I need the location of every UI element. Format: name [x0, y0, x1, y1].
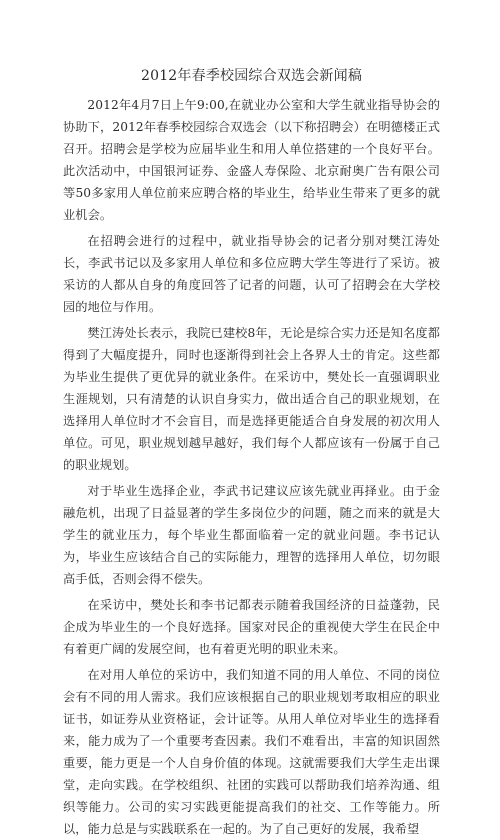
paragraph-6: 在对用人单位的采访中，我们知道不同的用人单位、不同的岗位会有不同的用人需求。我们应该根据自己的职业规划考取相应的职业证书，如证券从业资格证，会计证等。从用人单位对毕业生的选择看来，能力成为了一个重要考查因素。我们不难看出，丰富的知识固然重要，能力更是一个人自身价值的体现。这就需要我们大学生走出课堂，走向实践。在学校组织、社团的实践可以帮助我们培养沟通、组织等能力。公司的实习实践更能提高我们的社交、工作等能力。所以，能力总是与实践联系在一起的。为了自己更好的发展，我希望 — [63, 668, 440, 836]
document-title: 2012年春季校园综合双选会新闻稿 — [140, 68, 363, 84]
paragraph-1: 2012年4月7日上午9:00,在就业办公室和大学生就业指导协会的协助下，2012年春季校园综合双选会（以下称招聘会）在明德楼正式召开。招聘会是学校为应届毕业生和用人单位搭建的一个良好平台。此次活动中，中国银河证券、金盛人寿保险、北京耐奥广告有限公司等50多家用人单位前来应聘合格的毕业生，给毕业生带来了更多的就业机会。 — [63, 98, 440, 222]
paragraph-3: 樊江涛处长表示，我院已建校8年，无论是综合实力还是知名度都得到了大幅度提升，同时也逐渐得到社会上各界人士的肯定。这些都为毕业生提供了更优异的就业条件。在采访中，樊处长一直强调职业生涯规划，只有清楚的认识自身实力，做出适合自己的职业规划，在选择用人单位时才不会盲目，而是选择更能适合自身发展的初次用人单位。可见，职业规划越早越好，我们每个人都应该有一份属于自己的职业规划。 — [63, 326, 440, 472]
paragraph-5: 在采访中，樊处长和李书记都表示随着我国经济的日益蓬勃，民企成为毕业生的一个良好选择。国家对民企的重视使大学生在民企中有着更广阔的发展空间，也有着更光明的职业未来。 — [63, 598, 440, 656]
paragraph-4: 对于毕业生选择企业，李武书记建议应该先就业再择业。由于金融危机，出现了日益显著的学生多岗位少的问题，随之而来的就是大学生的就业压力，每个毕业生都面临着一定的就业问题。李书记认为，毕业生应该结合自己的实际能力，理智的选择用人单位，切勿眼高手低，否则会得不偿失。 — [63, 484, 440, 586]
paragraph-2: 在招聘会进行的过程中，就业指导协会的记者分别对樊江涛处长，李武书记以及多家用人单位和多位应聘大学生等进行了采访。被采访的人都从自身的角度回答了记者的问题，认可了招聘会在大学校园的地位与作用。 — [63, 234, 440, 314]
